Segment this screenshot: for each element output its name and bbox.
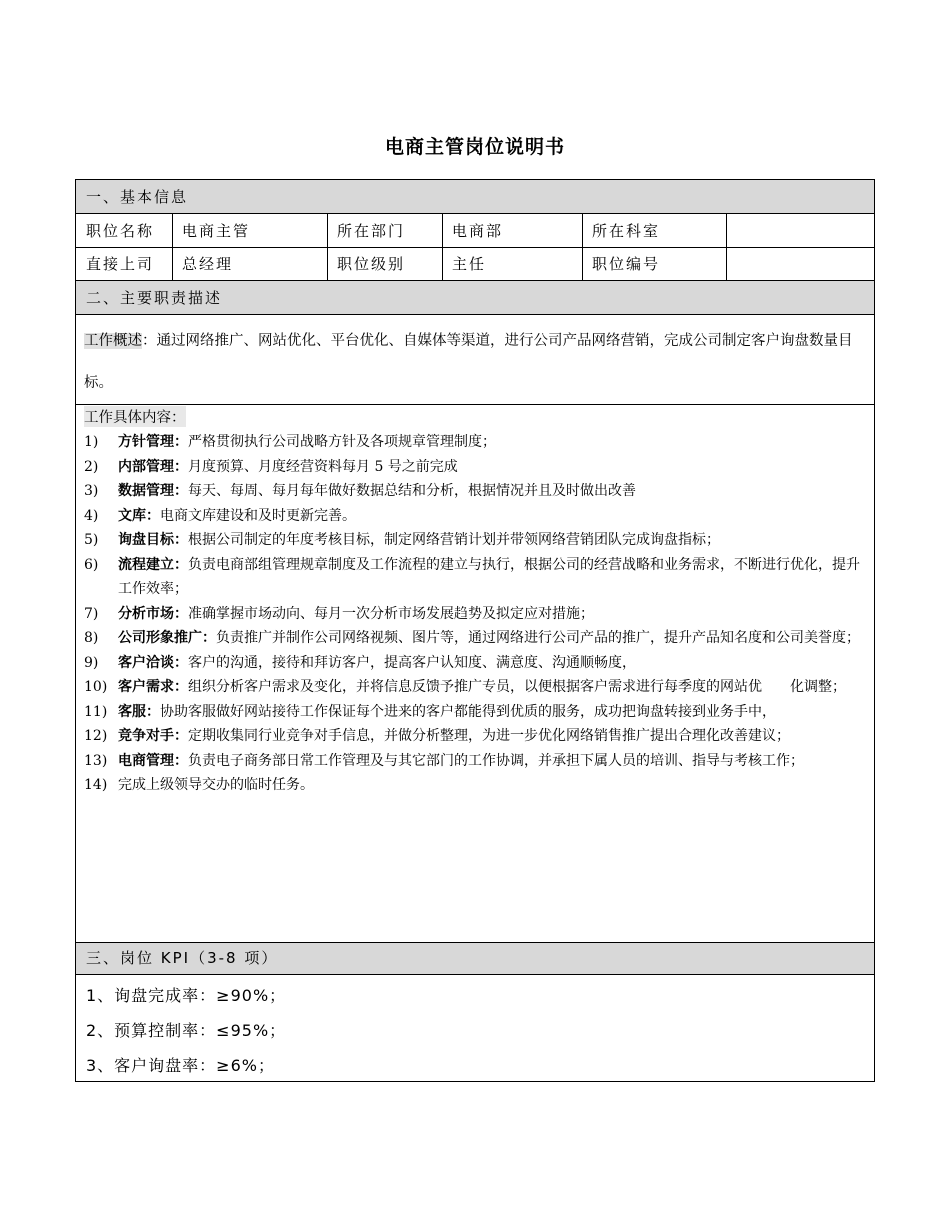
item-text: 协助客服做好网站接待工作保证每个进来的客户都能得到优质的服务，成功把询盘转接到业务手中， — [160, 703, 776, 720]
item-title: 客户需求： — [118, 679, 188, 695]
item-number: 7) — [84, 605, 99, 622]
item-text: 根据公司制定的年度考核目标，制定网络营销计划并带领网络营销团队完成询盘指标； — [188, 532, 720, 548]
item-text: 客户的沟通，接待和拜访客户，提高客户认知度、满意度、沟通顺畅度， — [188, 654, 636, 671]
list-item — [84, 700, 862, 725]
value-department: 电商部 — [452, 222, 504, 240]
item-text: 月度预算、月度经营资料每月 5 号之前完成 — [188, 458, 458, 475]
list-item — [84, 626, 862, 651]
list-item — [84, 455, 862, 480]
item-number: 2) — [84, 458, 99, 475]
item-number: 13) — [84, 752, 108, 769]
list-item — [84, 479, 862, 504]
item-title: 客户洽谈： — [118, 654, 188, 671]
section-duties: 二、主要职责描述 — [86, 289, 223, 307]
job-description-table — [75, 179, 875, 1082]
section-kpi: 三、岗位 KPI（3-8 项） — [86, 949, 279, 967]
item-text: 负责电子商务部日常工作管理及与其它部门的工作协调，并承担下属人员的培训、指导与考核工作； — [188, 752, 804, 769]
item-number: 8) — [84, 630, 99, 646]
item-title: 分析市场： — [118, 605, 188, 622]
item-number: 12) — [84, 728, 108, 744]
label-department: 所在部门 — [337, 222, 406, 240]
label-supervisor: 直接上司 — [86, 255, 155, 273]
list-item — [84, 651, 862, 676]
value-position-level: 主任 — [452, 255, 487, 273]
item-text: 准确掌握市场动向、每月一次分析市场发展趋势及拟定应对措施； — [188, 605, 594, 622]
list-item — [84, 724, 862, 749]
page-title: 电商主管岗位说明书 — [384, 136, 565, 158]
list-item — [84, 528, 862, 553]
section-band-basic — [76, 180, 874, 213]
item-number: 3) — [84, 483, 99, 499]
item-text: 组织分析客户需求及变化，并将信息反馈予推广专员，以便根据客户需求进行每季度的网站优 化调整； — [188, 679, 846, 695]
item-number: 11) — [84, 703, 108, 720]
work-summary-text: ：通过网络推广、网站优化、平台优化、自媒体等渠道，进行公司产品网络营销，完成公司制定客户询盘数量目标。 — [84, 333, 853, 391]
list-item — [84, 675, 862, 700]
item-text: 完成上级领导交办的临时任务。 — [118, 777, 314, 793]
item-title: 流程建立： — [118, 556, 188, 573]
duties-list — [84, 430, 862, 798]
item-number: 6) — [84, 556, 99, 573]
work-summary-label: 工作概述 — [84, 333, 142, 349]
list-item — [84, 602, 862, 627]
label-position-level: 职位级别 — [337, 255, 406, 273]
item-title: 数据管理： — [118, 483, 188, 499]
duties-list-label: 工作具体内容： — [84, 406, 186, 427]
kpi-item: 1、询盘完成率：≥90%； — [86, 986, 287, 1005]
item-text: 负责推广并制作公司网络视频、图片等，通过网络进行公司产品的推广，提升产品知名度和公司美誉度； — [216, 630, 860, 646]
value-supervisor: 总经理 — [182, 255, 234, 273]
item-number: 5) — [84, 532, 99, 548]
item-title: 方针管理： — [118, 434, 188, 450]
item-title: 内部管理： — [118, 458, 188, 475]
item-title: 客服： — [118, 703, 160, 720]
list-item — [84, 430, 862, 455]
work-summary — [84, 320, 862, 404]
value-position-name: 电商主管 — [182, 222, 251, 240]
list-item — [84, 749, 862, 774]
label-section: 所在科室 — [592, 222, 661, 240]
item-number: 10) — [84, 679, 108, 695]
list-item — [84, 553, 862, 602]
kpi-item: 2、预算控制率：≤95%； — [86, 1021, 287, 1040]
item-number: 4) — [84, 507, 99, 524]
list-item — [84, 773, 862, 798]
item-text: 每天、每周、每月每年做好数据总结和分析，根据情况并且及时做出改善 — [188, 483, 636, 499]
item-title: 竞争对手： — [118, 728, 188, 744]
list-item — [84, 504, 862, 529]
label-position-name: 职位名称 — [86, 222, 155, 240]
item-title: 电商管理： — [118, 752, 188, 769]
kpi-item: 3、客户询盘率：≥6%； — [86, 1056, 275, 1075]
item-number: 14) — [84, 777, 108, 793]
item-text: 负责电商部组管理规章制度及工作流程的建立与执行，根据公司的经营战略和业务需求，不断进行优化，提升工作效率； — [118, 556, 860, 597]
item-title: 公司形象推广： — [118, 630, 216, 646]
item-text: 电商文库建设和及时更新完善。 — [160, 507, 356, 524]
item-title: 文库： — [118, 507, 160, 524]
label-position-code: 职位编号 — [592, 255, 661, 273]
item-text: 定期收集同行业竞争对手信息，并做分析整理，为进一步优化网络销售推广提出合理化改善建议； — [188, 728, 790, 744]
item-number: 9) — [84, 654, 99, 671]
section-basic-info: 一、基本信息 — [86, 188, 189, 206]
item-number: 1) — [84, 434, 99, 450]
item-text: 严格贯彻执行公司战略方针及各项规章管理制度； — [188, 434, 496, 450]
item-title: 询盘目标： — [118, 532, 188, 548]
